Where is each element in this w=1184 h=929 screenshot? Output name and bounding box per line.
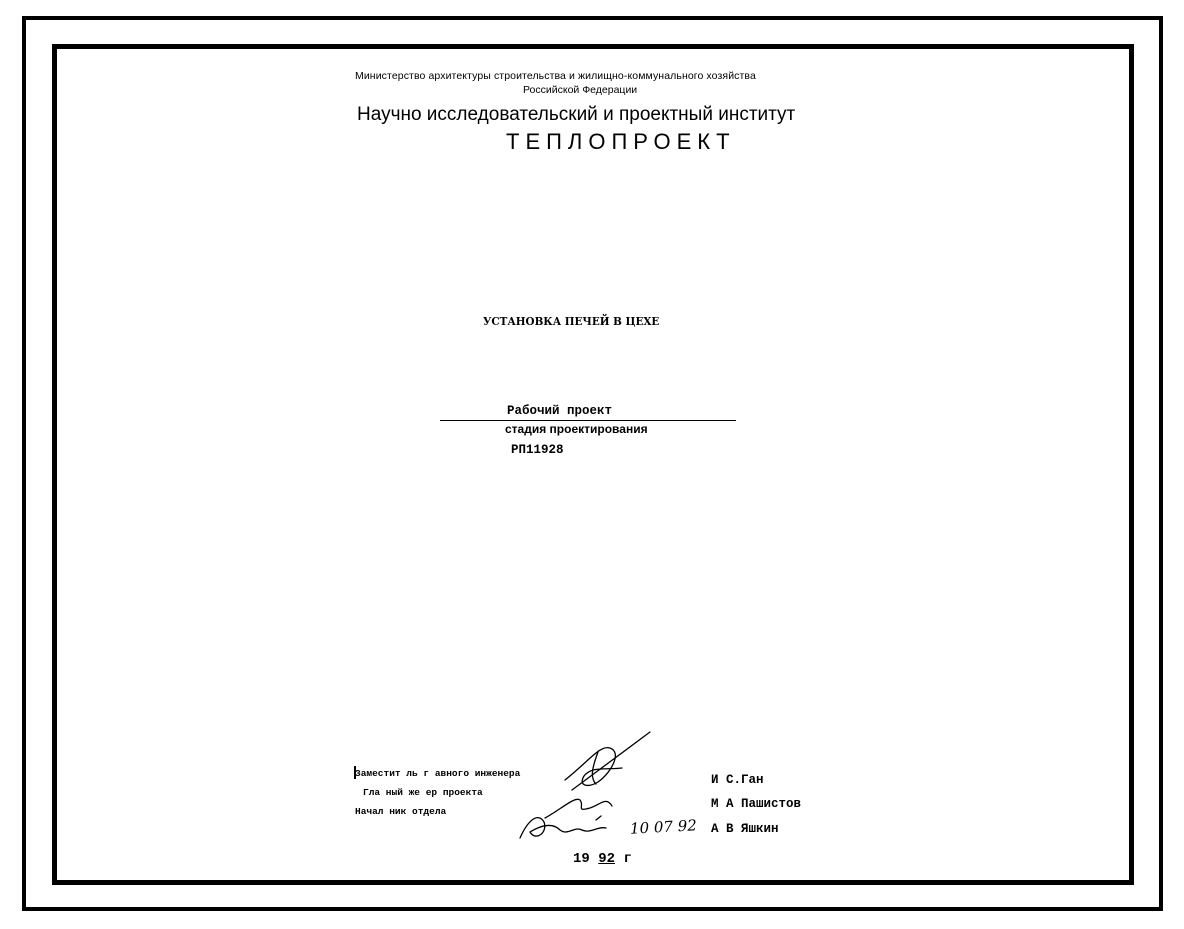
year-suffix: г xyxy=(623,851,632,867)
name-department-head: А В Яшкин xyxy=(711,822,779,836)
role-chief-project-engineer: Гла ный же ер проекта xyxy=(363,787,483,798)
name-chief-project-engineer: М А Пашистов xyxy=(711,797,802,811)
project-stage: Рабочий проект xyxy=(507,404,613,418)
document-title: УСТАНОВКА ПЕЧЕЙ В ЦЕХЕ xyxy=(483,314,660,328)
document-year xyxy=(573,851,632,867)
name-deputy-chief-engineer: И С.Ган xyxy=(711,773,764,787)
handwritten-date: 10 07 92 xyxy=(629,816,698,838)
institute-name: Научно исследовательский и проектный институт xyxy=(357,104,796,125)
year-prefix: 19 xyxy=(573,851,590,867)
institute-brand: ТЕПЛОПРОЕКТ xyxy=(506,129,736,154)
role-deputy-chief-engineer: Заместит ль г авного инженера xyxy=(355,768,521,779)
stage-caption: стадия проектирования xyxy=(505,422,648,436)
federation-line: Российской Федерации xyxy=(523,84,638,96)
role-department-head: Начал ник отдела xyxy=(355,806,447,817)
project-code: РП11928 xyxy=(511,443,564,457)
year-digits: 92 xyxy=(598,851,616,867)
ministry-line: Министерство архитектуры строительства и жилищно-коммунального хозяйства xyxy=(355,70,756,82)
